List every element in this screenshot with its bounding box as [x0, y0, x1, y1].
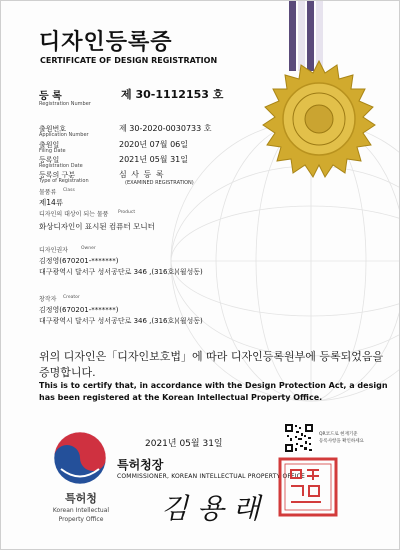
registration-type-sub: Type of Registration: [39, 178, 89, 184]
kipo-name-ko: 특허청: [65, 492, 97, 505]
statement-en-line-1: This is to certify that, in accordance with the Design Protection Act, a design: [39, 381, 388, 390]
kipo-name-en-line-1: Korean Intellectual: [52, 507, 110, 514]
kipo-name-en-line-2: Property Office: [58, 516, 104, 523]
commissioner-signature: 김 용 래: [161, 492, 260, 525]
commissioner-ko: 특허청장: [117, 458, 164, 472]
issue-date: 2021년 05월 31일: [145, 439, 223, 449]
qr-code-icon[interactable]: [284, 423, 314, 453]
product-value: 화상디자인이 표시된 컴퓨터 모니터: [39, 222, 155, 231]
qr-note-line-2: 등록사항을 확인하세요: [319, 439, 364, 444]
application-number-value: 제 30-2020-0030733 호: [119, 124, 212, 133]
class-sub: Class: [63, 188, 75, 193]
registration-type-label: 등록의 구분: [39, 171, 76, 179]
creator-name: 김정영(670201-*******): [39, 306, 119, 314]
owner-name: 김정영(670201-*******): [39, 257, 119, 265]
owner-sub: Owner: [81, 246, 96, 251]
product-sub: Product: [118, 210, 136, 215]
creator-sub: Creator: [63, 295, 80, 300]
registration-number: 제 30-1112153 호: [121, 88, 224, 101]
statement-ko-line-1: 위의 디자인은「디자인보호법」에 따라 디자인등록원부에 등록되었음을: [39, 350, 384, 363]
kipo-logo-icon: [51, 429, 109, 487]
registration-type-value-en: (EXAMINED REGISTRATION): [125, 180, 194, 186]
statement-ko-line-2: 증명합니다.: [39, 366, 96, 379]
owner-address: 대구광역시 달서구 성서공단로 346 ,(316호)(월성동): [39, 268, 203, 276]
certificate-title: 디자인등록증: [39, 30, 173, 55]
creator-label: 창작자: [39, 296, 57, 303]
qr-note-line-1: QR코드로 현재기준: [319, 432, 358, 437]
filing-date-label: 출원일: [39, 141, 60, 149]
creator-address: 대구광역시 달서구 성서공단로 346 ,(316호)(월성동): [39, 317, 203, 325]
commissioner-en: COMMISSIONER, KOREAN INTELLECTUAL PROPERTY OFFICE: [117, 473, 306, 480]
product-label: 디자인의 대상이 되는 물품: [39, 211, 109, 218]
registration-date-label: 등록일: [39, 156, 60, 164]
owner-label: 디자인권자: [39, 247, 68, 254]
certificate-subtitle: CERTIFICATE OF DESIGN REGISTRATION: [40, 56, 218, 65]
registration-sub-label: Registration Number: [39, 101, 91, 107]
gold-seal-icon: [259, 59, 379, 179]
class-value: 제14류: [39, 198, 64, 207]
registration-label: 등 록: [39, 91, 62, 102]
filing-date-value: 2020년 07월 06일: [119, 140, 188, 149]
registration-date-value: 2021년 05월 31일: [119, 155, 188, 164]
registration-type-value: 심 사 등 록: [119, 170, 165, 179]
statement-en-line-2: has been registered at the Korean Intellectual Property Office.: [39, 393, 323, 402]
class-label: 물품류: [39, 189, 57, 196]
application-number-label: 출원번호: [39, 125, 67, 133]
registration-date-sub: Registration Date: [39, 163, 83, 169]
filing-date-sub: Filing Date: [39, 148, 66, 154]
application-number-sub: Application Number: [39, 132, 89, 138]
official-stamp-icon: [277, 456, 339, 518]
